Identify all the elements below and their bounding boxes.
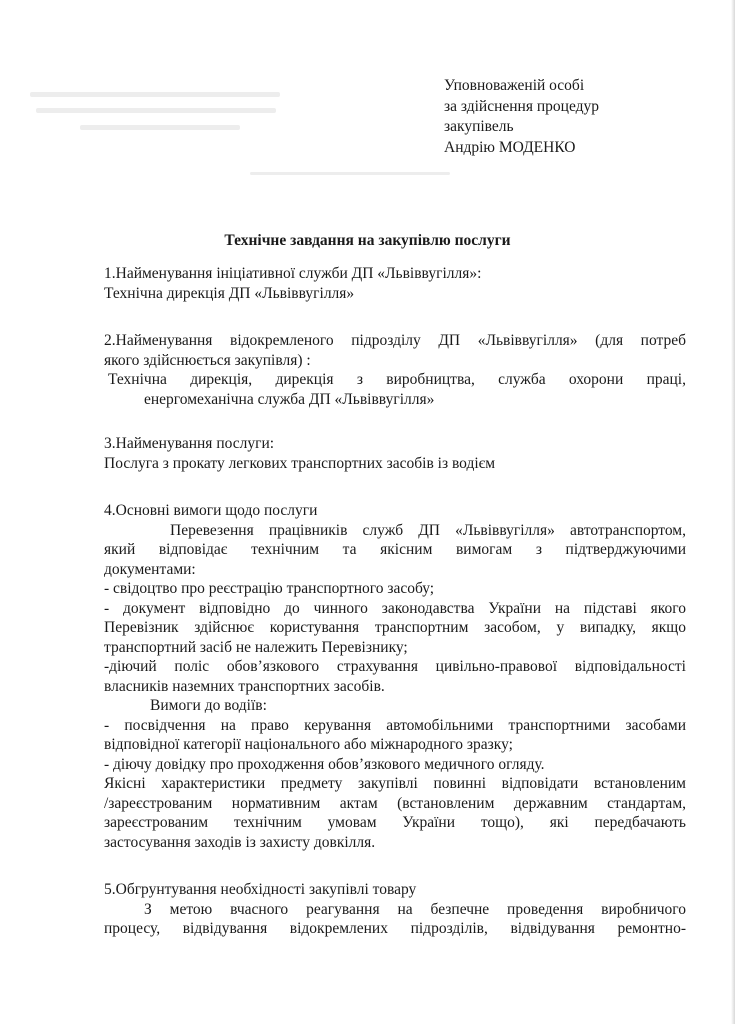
faint-scan-mark xyxy=(80,125,240,130)
section-4-line: який відповідає технічним та якісним вимогам з підтверджуючими xyxy=(104,541,686,558)
addressee-line: Андрію МОДЕНКО xyxy=(444,138,576,156)
addressee-line: за здійснення процедур xyxy=(444,97,600,115)
section-4-line: - посвідчення на право керування автомобільними транспортними засобами xyxy=(104,716,686,734)
section-5 xyxy=(104,880,686,939)
section-3-text: Послуга з прокату легкових транспортних засобів із водієм xyxy=(104,454,496,472)
faint-scan-mark xyxy=(30,92,280,97)
section-4-line: власників наземних транспортних засобів. xyxy=(104,677,385,695)
section-4-line: відповідної категорії національного або міжнародного зразку; xyxy=(104,736,513,753)
section-4-line: - документ відповідно до чинного законодавства України на підставі якого xyxy=(104,599,686,617)
section-4-heading: 4.Основні вимоги щодо послуги xyxy=(104,502,318,519)
section-4-line: - свідоцтво про реєстрацію транспортного засобу; xyxy=(104,580,435,597)
section-2-heading-line: якого здійснюється закупівля) : xyxy=(104,351,311,369)
section-2 xyxy=(104,331,686,409)
addressee-block xyxy=(444,76,599,158)
section-4-line: Перевезення працівників служб ДП «Львіввугілля» автотранспортом, xyxy=(170,521,686,539)
section-2-text-line: Технічна дирекція, дирекція з виробництва, служба охорони праці, xyxy=(108,371,686,388)
faint-scan-mark xyxy=(36,108,276,113)
section-4 xyxy=(104,501,686,852)
section-4-line: зареєстрованим технічним умовам України тощо), які передбачають xyxy=(104,814,686,831)
section-5-line: процесу, відвідування відокремлених підрозділів, відвідування ремонтно- xyxy=(104,920,686,937)
section-4-line: -діючий поліс обов’язкового страхування цивільно-правової відповідальності xyxy=(104,658,686,675)
document-title: Технічне завдання на закупівлю послуги xyxy=(224,232,511,249)
scan-edge-shadow xyxy=(731,0,735,1024)
section-5-heading: 5.Обгрунтування необхідності закупівлі товару xyxy=(104,881,417,898)
faint-scan-mark xyxy=(250,172,450,175)
section-4-line: Перевізник здійснює користування транспортним засобом, у випадку, якщо xyxy=(104,619,686,636)
section-5-line: З метою вчасного реагування на безпечне проведення виробничого xyxy=(144,900,686,918)
section-2-text-line: енергомеханічна служба ДП «Львіввугілля» xyxy=(144,390,435,408)
section-4-line: застосування заходів із захисту довкілля. xyxy=(104,833,376,851)
section-1 xyxy=(104,264,686,303)
section-2-heading-line: 2.Найменування відокремленого підрозділу ДП «Львіввугілля» (для потреб xyxy=(104,332,686,349)
section-4-line: /зареєстрованим нормативним актам (встановленим державним стандартам, xyxy=(104,794,686,812)
section-4-line: транспортний засіб не належить Перевізнику; xyxy=(104,638,408,656)
section-4-line: Якісні характеристики предмету закупівлі повинні відповідати встановленим xyxy=(104,775,686,792)
section-4-line: - діючу довідку про проходження обов’язкового медичного огляду. xyxy=(104,755,545,773)
addressee-line: Уповноваженій особі xyxy=(444,77,585,94)
addressee-line: закупівель xyxy=(444,118,514,135)
section-1-text: Технічна дирекція ДП «Львіввугілля» xyxy=(104,284,355,302)
section-4-subheading: Вимоги до водіїв: xyxy=(150,697,267,714)
section-1-heading: 1.Найменування ініціативної служби ДП «Львіввугілля»: xyxy=(104,265,482,282)
section-3 xyxy=(104,434,686,473)
section-4-line: документами: xyxy=(104,560,196,578)
section-3-heading: 3.Найменування послуги: xyxy=(104,435,275,452)
